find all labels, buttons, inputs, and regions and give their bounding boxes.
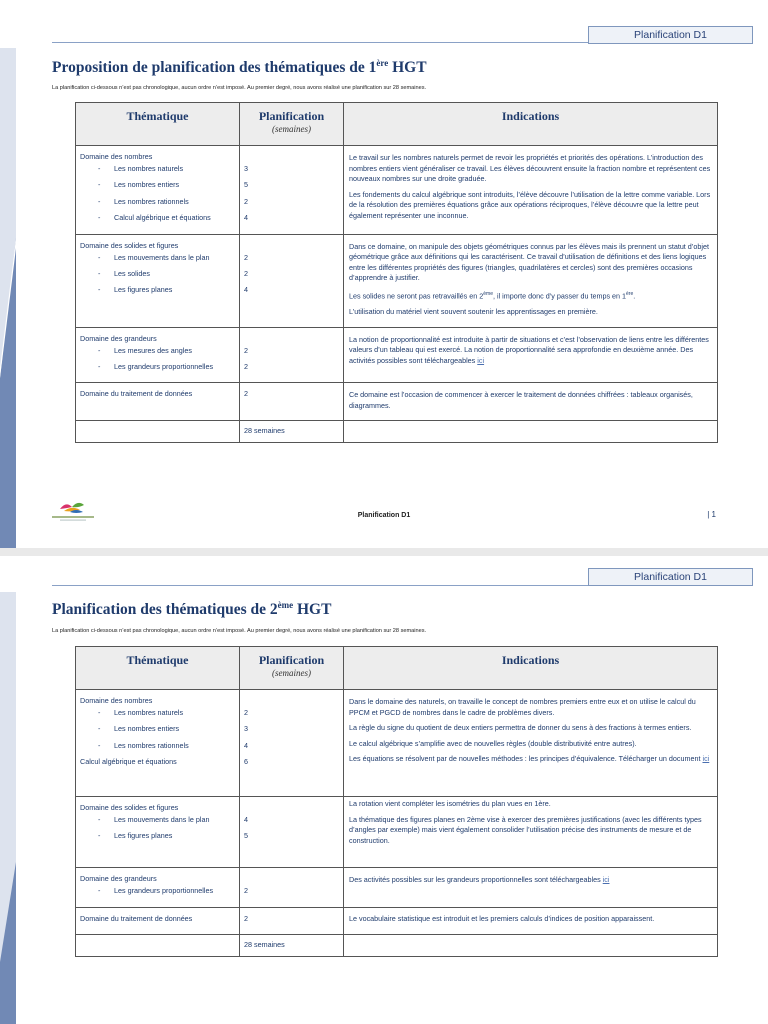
weeks-value: 4	[244, 815, 248, 824]
download-link[interactable]: ici	[702, 754, 710, 764]
accent-stripe	[0, 592, 16, 1024]
col-thematique: Thématique	[76, 103, 240, 146]
list-item: - Calcul algébrique et équations	[98, 213, 211, 223]
weeks-value: 5	[244, 831, 248, 841]
col-indications: Indications	[344, 103, 718, 146]
footer-label: Planification D1	[357, 512, 411, 519]
weeks-value: 6	[244, 757, 248, 767]
list-item: - Les nombres rationnels	[98, 740, 189, 750]
weeks-value: 4	[244, 285, 248, 295]
list-item: - Les figures planes	[98, 831, 173, 841]
domain-label: Domaine des nombres	[80, 696, 153, 705]
planning-table	[75, 102, 718, 443]
table-row	[76, 327, 718, 383]
intro-text: La planification ci-dessous n’est pas chronologique, aucun ordre n’est imposé. Au premier degré, nous avons réalisé une planification sur 28 semaines.	[52, 628, 427, 634]
weeks-value: 2	[244, 389, 248, 399]
weeks-value: 4	[244, 740, 248, 750]
col-planification: Planification (semaines)	[240, 103, 344, 146]
list-item: - Les nombres naturels	[98, 164, 184, 173]
table-row	[76, 146, 718, 235]
left-accent-bar	[0, 592, 16, 1024]
indication-text: Des activités possibles sur les grandeurs proportionnelles sont téléchargeables ici	[349, 875, 610, 884]
accent-stripe	[0, 48, 16, 548]
table-row	[76, 868, 718, 908]
list-item: - Les figures planes	[98, 285, 173, 295]
list-item: - Les nombres naturels	[98, 708, 184, 717]
indication-text: Dans ce domaine, on manipule des objets géométriques connus par les élèves mais ils prennent un statut d’objet géométrique grâce aux définitions qui les caractérisent. Ce travail d’utilisation de définitions et des liens logiques entre les différentes propriétés des figures (triangles, quadrilatères et cercles) sont des premières occasions d’apprendre à justifier.	[349, 241, 709, 283]
col-indications: Indications	[344, 647, 718, 690]
list-item: - Les mouvements dans le plan	[98, 252, 210, 262]
weeks-value: 4	[244, 213, 248, 223]
list-item: - Les grandeurs proportionnelles	[98, 886, 214, 895]
domain-label: Domaine du traitement de données	[80, 914, 193, 923]
indication-text: L’utilisation du matériel vient souvent soutenir les apprentissages en première.	[349, 306, 598, 316]
left-accent-bar	[0, 48, 16, 548]
school-logo	[50, 499, 96, 523]
indication-text: La rotation vient compléter les isométries du plan vues en 1ère.	[349, 799, 551, 808]
total-row	[76, 934, 718, 956]
col-planification: Planification (semaines)	[240, 647, 344, 690]
list-item: - Les nombres rationnels	[98, 196, 189, 206]
domain-label: Domaine des solides et figures	[80, 240, 179, 250]
table-row	[76, 690, 718, 797]
list-item: - Les solides	[98, 268, 150, 278]
weeks-value: 2	[244, 914, 248, 923]
total-row	[76, 421, 718, 443]
total-weeks: 28 semaines	[244, 426, 285, 436]
list-item: - Les nombres entiers	[98, 724, 180, 734]
weeks-value: 2	[244, 708, 248, 717]
indication-text: Dans le domaine des naturels, on travaille le concept de nombres premiers entre eux et on utilise le calcul du PPCM et PGCD de nombres dans le cadre de problèmes divers.	[349, 697, 696, 717]
total-weeks: 28 semaines	[244, 939, 285, 949]
list-item: - Les grandeurs proportionnelles	[98, 361, 214, 371]
list-item: - Les mesures des angles	[98, 345, 192, 355]
table-row	[76, 383, 718, 421]
weeks-value: 5	[244, 180, 248, 190]
page-title: Planification des thématiques de 2ème HGT	[52, 600, 332, 619]
weeks-value: 2	[244, 886, 248, 895]
table-row	[76, 908, 718, 935]
indication-text: Le vocabulaire statistique est introduit et les premiers calculs d’indices de position apparaissent.	[349, 914, 655, 923]
table-header-row	[76, 647, 718, 690]
indication-text: Les équations se résolvent par de nouvelles méthodes : les principes d’équivalence. Télécharger un document ici	[349, 754, 710, 764]
indication-text: Le travail sur les nombres naturels permet de revoir les propriétés et priorités des opérations. L’introduction des nombres entiers vient généraliser ce travail. Les élèves découvrent ensuite la fraction nombre et représentent ces nouveaux nombres sur une droite graduée.	[349, 153, 711, 184]
domain-label: Domaine des grandeurs	[80, 874, 157, 883]
indication-text: Ce domaine est l’occasion de commencer à exercer le traitement de données chiffrées : tableaux organisés, diagrammes.	[349, 390, 693, 410]
table-row	[76, 797, 718, 868]
indication-text: La notion de proportionnalité est introduite à partir de situations et c’est l’observation de liens entre les différentes valeurs d’un tableau qui est exercé. La notion de proportionnalité sera approfondie en deuxième année. Des activités possibles sont téléchargeables ici	[349, 334, 709, 365]
weeks-value: 2	[244, 268, 248, 278]
header-tag: Planification D1	[588, 568, 753, 586]
download-link[interactable]: ici	[602, 875, 610, 884]
page-number: | 1	[707, 510, 716, 519]
table-header-row	[76, 103, 718, 146]
weeks-value: 2	[244, 196, 248, 206]
weeks-value: 3	[244, 724, 248, 734]
intro-text: La planification ci-dessous n’est pas chronologique, aucun ordre n’est imposé. Au premier degré, nous avons réalisé une planification sur 28 semaines.	[52, 85, 427, 91]
indication-text: La thématique des figures planes en 2ème vise à exercer des premières justifications (avec les différents types d’angles par exemple) mais vient également consolider l’utilisation précise des instruments de mesure et de construction.	[349, 814, 702, 845]
domain-label: Domaine du traitement de données	[80, 389, 193, 399]
indication-text: Les solides ne seront pas retravaillés en 2ème, il importe donc d’y passer du temps en 1ère.	[349, 290, 636, 301]
domain-label: Domaine des nombres	[80, 152, 153, 161]
indication-text: Les fondements du calcul algébrique sont introduits, l’élève découvre l’utilisation de la lettre comme variable. Lors de la résolution des premières équations grâce aux opérations réciproques, l’élève découvre que la lettre peut également représenter une inconnue.	[349, 189, 711, 220]
weeks-value: 3	[244, 164, 248, 173]
page-2	[0, 556, 768, 1024]
page-title: Proposition de planification des thématiques de 1ère HGT	[52, 58, 427, 77]
list-item: - Les mouvements dans le plan	[98, 815, 210, 824]
weeks-value: 2	[244, 345, 248, 355]
indication-text: Le calcul algébrique s’amplifie avec de nouvelles règles (double distributivité entre autres).	[349, 738, 637, 748]
list-item: - Les nombres entiers	[98, 180, 180, 190]
domain-label: Domaine des grandeurs	[80, 333, 157, 343]
weeks-value: 2	[244, 252, 248, 262]
download-link[interactable]: ici	[477, 355, 485, 365]
weeks-value: 2	[244, 361, 248, 371]
col-thematique: Thématique	[76, 647, 240, 690]
list-item: Calcul algébrique et équations	[80, 757, 177, 767]
indication-text: La règle du signe du quotient de deux entiers permettra de donner du sens à des fractions à termes entiers.	[349, 723, 692, 733]
domain-label: Domaine des solides et figures	[80, 803, 179, 812]
planning-table	[75, 646, 718, 957]
header-tag: Planification D1	[588, 26, 753, 44]
table-row	[76, 234, 718, 327]
